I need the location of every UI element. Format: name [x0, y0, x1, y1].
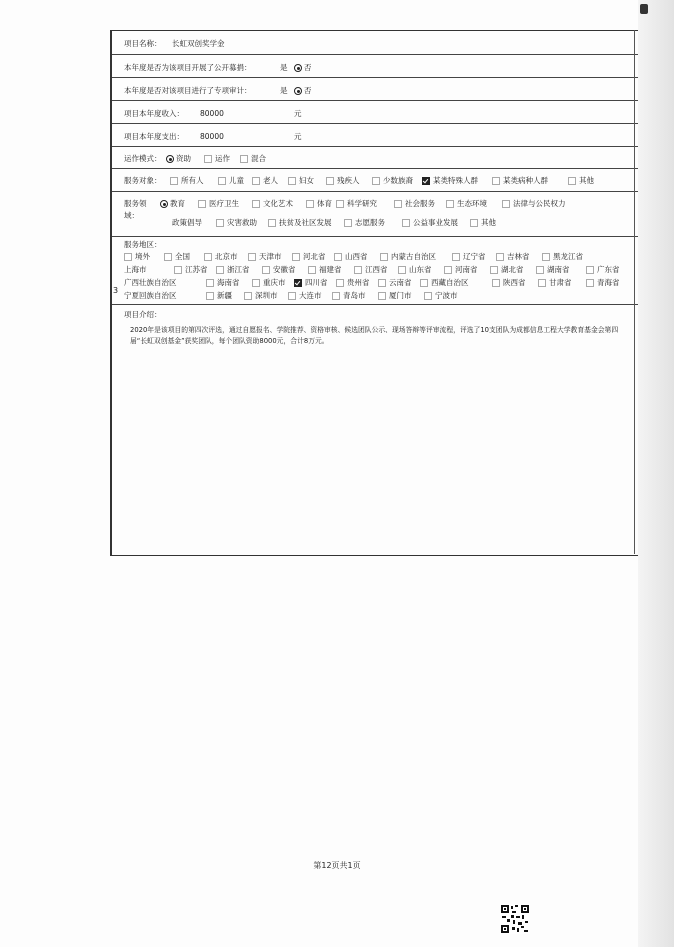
special-audit-no[interactable]: 否 — [294, 85, 312, 96]
target-option[interactable]: 妇女 — [288, 175, 314, 186]
region-option[interactable]: 湖南省 — [536, 264, 570, 275]
row-introduction — [112, 305, 638, 555]
operation-option-fund[interactable]: 资助 — [166, 153, 191, 164]
field-option[interactable]: 其他 — [470, 217, 496, 228]
operation-option-run[interactable]: 运作 — [204, 153, 230, 164]
region-option[interactable]: 深圳市 — [244, 290, 278, 301]
project-name-label: 项目名称： — [124, 39, 162, 48]
target-option[interactable]: 某类病种人群 — [492, 175, 548, 186]
region-option[interactable]: 江西省 — [354, 264, 388, 275]
special-audit-label: 本年度是否对该项目进行了专项审计： — [124, 86, 252, 95]
region-option[interactable]: 陕西省 — [492, 277, 526, 288]
target-option[interactable]: 少数族裔 — [372, 175, 413, 186]
target-option[interactable]: 儿童 — [218, 175, 244, 186]
income-value: 80000 — [200, 109, 224, 118]
row-operation-mode — [112, 147, 638, 169]
region-option[interactable]: 云南省 — [378, 277, 412, 288]
expense-unit: 元 — [294, 132, 302, 141]
field-option[interactable]: 法律与公民权力 — [502, 198, 566, 209]
region-option[interactable]: 宁波市 — [424, 290, 458, 301]
introduction-label: 项目介绍： — [124, 310, 162, 319]
region-option[interactable]: 全国 — [164, 251, 190, 262]
row-special-audit — [112, 78, 638, 101]
public-fundraising-no[interactable]: 否 — [294, 62, 312, 73]
region-option[interactable]: 浙江省 — [216, 264, 250, 275]
introduction-text: 2020年是该项目的第四次评选，通过自愿报名、学院推荐、资格审核、候选团队公示、现场答辩等评审流程，评选了10支团队为成都信息工程大学教育基金会第四届“长虹双创基金”获奖团队，每个团队资助8000元，合计8万元。 — [130, 326, 619, 345]
public-fundraising-yes[interactable]: 是 — [280, 63, 288, 72]
region-option[interactable]: 贵州省 — [336, 277, 370, 288]
row-expense — [112, 124, 638, 147]
field-option[interactable]: 文化艺术 — [252, 198, 293, 209]
scan-corner-mark — [640, 4, 648, 14]
region-option[interactable]: 广东省 — [586, 264, 620, 275]
region-option[interactable]: 重庆市 — [252, 277, 286, 288]
target-option[interactable]: 老人 — [252, 175, 278, 186]
region-option[interactable]: 福建省 — [308, 264, 342, 275]
qr-code-icon — [500, 904, 530, 934]
region-option[interactable]: 青岛市 — [332, 290, 366, 301]
region-option[interactable]: 黑龙江省 — [542, 251, 583, 262]
operation-mode-label: 运作模式： — [124, 154, 162, 163]
special-audit-yes[interactable]: 是 — [280, 86, 288, 95]
target-option[interactable]: 其他 — [568, 175, 594, 186]
income-label: 项目本年度收入： — [124, 109, 184, 118]
region-option[interactable]: 上海市 — [124, 265, 147, 274]
public-fundraising-label: 本年度是否为该项目开展了公开募捐： — [124, 63, 252, 72]
row-service-targets — [112, 169, 638, 192]
target-option[interactable]: 残疾人 — [326, 175, 360, 186]
target-option[interactable]: 所有人 — [170, 175, 204, 186]
region-option[interactable]: 新疆 — [206, 290, 232, 301]
income-unit: 元 — [294, 109, 302, 118]
row-public-fundraising — [112, 55, 638, 78]
service-targets-label: 服务对象： — [124, 176, 162, 185]
region-option[interactable]: 境外 — [124, 251, 150, 262]
region-option[interactable]: 北京市 — [204, 251, 238, 262]
field-option[interactable]: 体育 — [306, 198, 332, 209]
region-option[interactable]: 海南省 — [206, 277, 240, 288]
target-option-checked[interactable]: 某类特殊人群 — [422, 175, 478, 186]
region-option[interactable]: 西藏自治区 — [420, 277, 469, 288]
region-option[interactable]: 河北省 — [292, 251, 326, 262]
operation-option-mixed[interactable]: 混合 — [240, 153, 266, 164]
region-option[interactable]: 吉林省 — [496, 251, 530, 262]
field-option[interactable]: 志愿服务 — [344, 217, 385, 228]
region-option[interactable]: 内蒙古自治区 — [380, 251, 436, 262]
row-income — [112, 101, 638, 124]
row-service-regions — [112, 237, 638, 305]
service-fields-label: 服务领 — [124, 199, 147, 208]
scan-edge — [638, 0, 674, 947]
region-option[interactable]: 青海省 — [586, 277, 620, 288]
field-option[interactable]: 社会服务 — [394, 198, 435, 209]
expense-value: 80000 — [200, 132, 224, 141]
field-option[interactable]: 政策倡导 — [172, 218, 202, 227]
row-service-fields — [112, 192, 638, 237]
region-option[interactable]: 厦门市 — [378, 290, 412, 301]
field-option[interactable]: 扶贫及社区发展 — [268, 217, 332, 228]
region-option[interactable]: 安徽省 — [262, 264, 296, 275]
region-option[interactable]: 辽宁省 — [452, 251, 486, 262]
region-option[interactable]: 广西壮族自治区 — [124, 278, 177, 287]
region-option[interactable]: 湖北省 — [490, 264, 524, 275]
row-project-name — [112, 31, 638, 55]
field-option-education[interactable]: 教育 — [160, 198, 185, 209]
region-option-checked[interactable]: 四川省 — [294, 277, 328, 288]
region-option[interactable]: 河南省 — [444, 264, 478, 275]
region-option[interactable]: 江苏省 — [174, 264, 208, 275]
project-form-table — [110, 30, 638, 556]
row-number: 3 — [113, 286, 119, 295]
field-option[interactable]: 生态环境 — [446, 198, 487, 209]
service-fields-label-2: 域： — [124, 211, 139, 220]
region-option[interactable]: 天津市 — [248, 251, 282, 262]
region-option[interactable]: 大连市 — [288, 290, 322, 301]
service-regions-label: 服务地区： — [124, 240, 162, 249]
region-option[interactable]: 山东省 — [398, 264, 432, 275]
region-option[interactable]: 甘肃省 — [538, 277, 572, 288]
table-right-border — [634, 30, 635, 554]
page-number: 第12页共1页 — [313, 861, 361, 870]
field-option[interactable]: 公益事业发展 — [402, 217, 458, 228]
project-name-value: 长虹双创奖学金 — [172, 39, 225, 48]
field-option[interactable]: 科学研究 — [336, 198, 377, 209]
field-option[interactable]: 灾害救助 — [216, 217, 257, 228]
region-option[interactable]: 宁夏回族自治区 — [124, 291, 177, 300]
field-option[interactable]: 医疗卫生 — [198, 198, 239, 209]
region-option[interactable]: 山西省 — [334, 251, 368, 262]
expense-label: 项目本年度支出： — [124, 132, 184, 141]
